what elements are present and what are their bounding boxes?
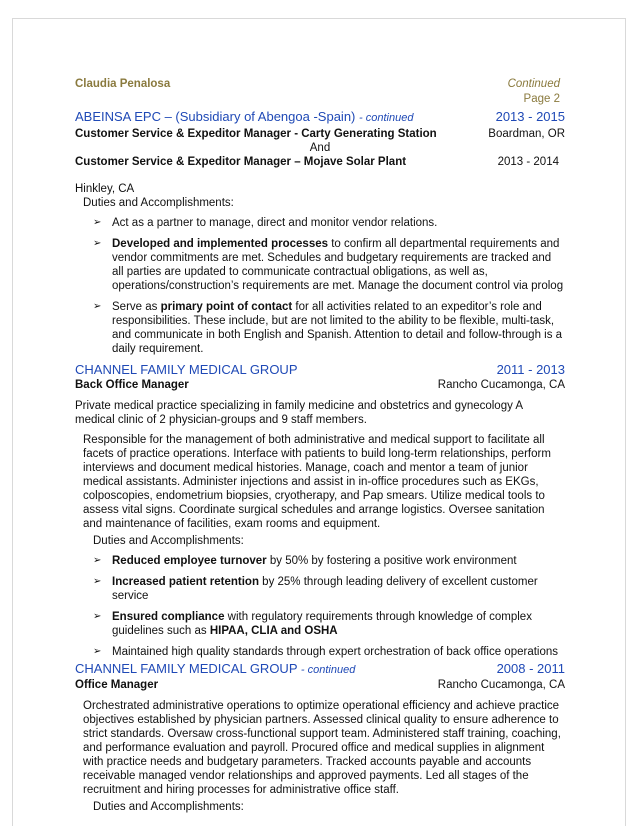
list-item: ➢ Developed and implemented processes to confirm all departmental requirements and vendor commitments are met. Schedules and budgetary requirements are tracked and all parties are updated to communicate contractual obligations, as well as, operations/construction’s requirements are met. Manage the document control via prolog <box>93 238 564 292</box>
job-location: Rancho Cucamonga, CA <box>437 679 565 691</box>
company-row <box>75 110 565 125</box>
job-title: Customer Service & Expeditor Manager - Carty Generating Station <box>75 128 437 140</box>
job-location-2: Hinkley, CA <box>75 183 135 195</box>
company-row <box>75 662 565 677</box>
job-dates: 2008 - 2011 <box>496 661 565 676</box>
company-row <box>75 363 565 377</box>
arrow-bullet-icon: ➢ <box>93 217 102 228</box>
job-location: Boardman, OR <box>488 128 565 140</box>
arrow-bullet-icon: ➢ <box>93 611 102 622</box>
job-channel-office-manager <box>75 662 565 814</box>
job-title: Office Manager <box>75 679 159 691</box>
header-page-number: Page 2 <box>523 93 560 105</box>
list-item: ➢ Reduced employee turnover by 50% by fostering a positive work environment <box>93 555 517 567</box>
list-item: ➢ Maintained high quality standards through expert orchestration of back office operations <box>93 646 559 658</box>
duties-label: Duties and Accomplishments: <box>93 535 244 547</box>
continued-label: - continued <box>300 664 356 676</box>
company-name: CHANNEL FAMILY MEDICAL GROUP <box>75 362 298 377</box>
arrow-bullet-icon: ➢ <box>93 646 102 657</box>
duties-label: Duties and Accomplishments: <box>83 197 234 209</box>
header-continued: Continued <box>507 78 560 90</box>
duties-list <box>75 554 565 659</box>
arrow-bullet-icon: ➢ <box>93 238 102 249</box>
company-name: ABEINSA EPC – (Subsidiary of Abengoa -Spain) <box>75 109 356 124</box>
job-abeinsa <box>75 110 565 363</box>
list-item: ➢ Act as a partner to manage, direct and monitor vendor relations. <box>93 217 438 229</box>
company-name: CHANNEL FAMILY MEDICAL GROUP <box>75 661 298 676</box>
job-description: Responsible for the management of both administrative and medical support to facilitate all facets of practice operations. Interface with patients to build long-term relationships, perform interviews and document medical histories. Manage, coach and mentor a team of junior medical assistants. Administer injections and assist in in-office procedures such as EKGs, colposcopies, endometrium biopsies, cryotherapy, and Pap smears. Utilize medical tools to assess vital signs. Coordinate surgical schedules and arrange logistics. Oversee sanitation and maintenance of facilities, exam rooms and equipment. <box>83 434 551 530</box>
job-dates: 2013 - 2015 <box>495 109 565 124</box>
arrow-bullet-icon: ➢ <box>93 301 102 312</box>
duties-label: Duties and Accomplishments: <box>93 801 244 813</box>
list-item: ➢ Increased patient retention by 25% through leading delivery of excellent customer service <box>93 576 538 602</box>
continued-label: - continued <box>359 112 414 124</box>
arrow-bullet-icon: ➢ <box>93 576 102 587</box>
header-name: Claudia Penalosa <box>75 78 171 90</box>
job-channel-back-office <box>75 363 565 666</box>
job-description: Orchestrated administrative operations to optimize operational efficiency and achieve practice objectives established by physician partners. Assessed clinical quality to ensure adherence to strict standards. Oversaw cross-functional support team. Administered staff training, coaching, and performance evaluation and payroll. Procured office and medical supplies in alignment with practice needs and budgetary parameters. Tracked accounts payable and accounts receivable managed vendor relationships and approved payments. Led all stages of the recruitment and hiring processes for administrative office staff. <box>83 700 561 796</box>
job-title-2: Customer Service & Expeditor Manager – Mojave Solar Plant <box>75 156 407 168</box>
duties-list <box>75 216 565 356</box>
job-dates: 2011 - 2013 <box>496 362 565 377</box>
job-title: Back Office Manager <box>75 379 189 391</box>
and-connector: And <box>309 142 331 154</box>
job-location: Rancho Cucamonga, CA <box>437 379 565 391</box>
job-dates-2: 2013 - 2014 <box>497 156 559 168</box>
arrow-bullet-icon: ➢ <box>93 555 102 566</box>
list-item: ➢ Ensured compliance with regulatory requirements through knowledge of complex guidelines such as HIPAA, CLIA and OSHA <box>93 611 532 637</box>
company-summary: Private medical practice specializing in family medicine and obstetrics and gynecology A medical clinic of 2 physician-groups and 9 staff members. <box>75 400 523 426</box>
list-item: ➢ Serve as primary point of contact for all activities related to an expeditor’s role and responsibilities. These include, but are not limited to the ability to be flexible, multi-task, and communicate in both English and Spanish. Attention to detail and follow-through is a daily requirement. <box>93 301 563 355</box>
